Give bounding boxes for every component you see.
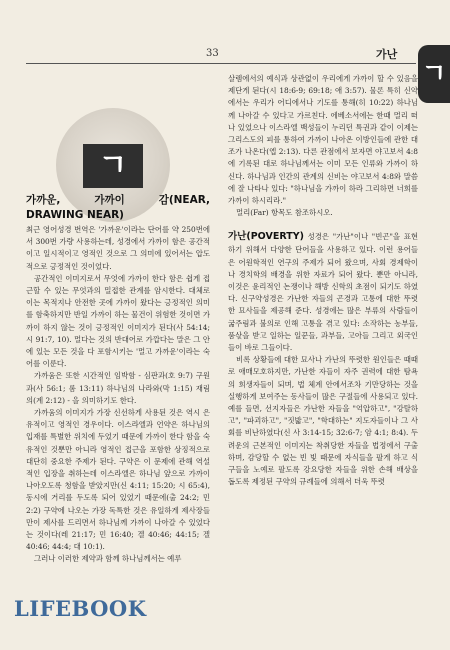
- entry-title-near: 가까운, 가까이 감(NEAR, DRAWING NEAR): [26, 194, 210, 221]
- paragraph: 공간적인 이미지로서 무엇에 가까이 한다 함은 쉽게 접근할 수 있는 무엇과의 밀접한 관계를 암시한다. 대체로 이는 목적지나 안전한 곳에 가까이 왔다는 긍정적인 의미를 함축하지만 반일 가까이 하는 물건이 위험한 것이면 가까이 하지 않는 것이 긍정적인 이미지가 된다(사 54:14; 시 91:7, 10). 멀다는 것의 반대어로 가깝다는 말은 그 안에 있는 모든 것을 다 포함시키는 '멀고 가까운'이라는 숙어를 이룬다.: [26, 273, 210, 369]
- paragraph: 성경은 "가난"이나 "빈곤"을 표현하기 위해서 다양한 단어들을 사용하고 있다. 이런 용어들은 어원학적인 연구의 주제가 되어 왔으며, 사회 경제학이나 경치학의 배경을 위한 자료가 되어 왔다. 뿐만 아니라, 이것은 윤리적인 논쟁이나 해방 신학의 초점이 되기도 하였다. 신구약성경은 가난한 자들의 곤경과 고통에 대한 뚜렷한 묘사들을 제공해 준다. 성경에는 많은 부류의 사람들이 굶주림과 불의로 인해 고통을 겪고 있다: 소작하는 농부들, 품삯을 받고 일하는 일꾼들, 과부들, 고아들 그리고 외국인들이 바로 그들이다.: [228, 232, 418, 353]
- thumb-index-tab: ㄱ: [418, 45, 450, 103]
- header-rule: [26, 63, 416, 64]
- section-logo-letter: ㄱ: [83, 144, 143, 188]
- paragraph: 가까움의 이미지가 가장 신선하게 사용된 것은 역시 은유적이고 영적인 경우이다. 이스라엘과 언약은 하나님의 입재를 특별한 위치에 두었기 때문에 가까이 한다 함을 숙유적인 것뿐만 아니라 영적인 접근을 포함한 상징적으로 대단히 중요한 주제가 된다. 구약은 이 문제에 관해 역설적인 입장을 취하는데 이스라엘은 하나님 앞으로 가까이 나아오도록 청함을 받았지만(신 4:11; 15:20; 시 65:4), 동시에 거리를 두도록 되어 있었기 때문에(출 24:2; 민 2:2) 구약에 나오는 가장 독특한 것은 유일하게 제사장들만이 제사를 드리면서 하나님께 가까이 나아갈 수 있었다는 것이다(레 21:17; 민 16:40; 겔 40:46; 44:15; 겔 40:46; 44:4; 대 10:1).: [26, 408, 210, 552]
- entry-poverty-intro: [228, 229, 418, 354]
- running-head: 가난: [376, 48, 398, 61]
- cross-reference: 멀리(Far) 항목도 참조하시오.: [236, 208, 333, 218]
- page-number: 33: [206, 48, 219, 59]
- paragraph: 최근 영어성경 번역은 '가까운'이라는 단어를 약 250번에서 300번 가량 사용하는데, 성경에서 가까이 함은 공간적이고 일시적이고 영적인 것으로 그 의미에 있어서는 압도적으로 긍정적인 것이었다.: [26, 225, 210, 271]
- paragraph: 비록 상황들에 대한 묘사나 가난의 뚜렷한 원인들은 때때로 애매모호하지만, 가난한 자들이 자주 권력에 대한 탐욕의 희생자들이 되며, 법 체계 안에서조차 기만당하는 것을 실행하게 보여주는 동사들이 많은 구절들에 사용되고 있다. 예를 들면, 선지자들은 가난한 자들을 "억압하고", "강탈하고", "파괴하고", "짓밟고", "학대하는" 지도자들이나 그 사회를 비난하였다(신 사 3:14-15; 32:6-7; 암 4:1; 8:4). 두려운의 근본적인 이미지는 착취당한 자들을 법정에서 구출하며, 감당할 수 없는 빈 빛 때문에 자식들을 팔게 하고 식구들을 노예로 팔도록 강요당한 자들을 위한 손해 배상을 돕도록 제정된 구약의 규례들에 의해서 더욱 뚜렷: [228, 355, 418, 487]
- paragraph: 살렘에서의 예식과 상관없이 우리에게 가까이 할 수 있음을 제단게 된다(시 18:6-9; 69:18; 애 3:57). 물론 특히 신약에서는 우리가 어디에서나 기도를 통해(히 10:22) 하나님께 나아갈 수 있다고 가르친다. 에베소서에는 한때 멀리 떠나 있었으나 이스라엘 백성들이 누리던 특권과 같이 이제는 그리스도의 피를 통하여 가까이 나아온 이방인들에 관한 대조가 나온다(엡 2:13). 다른 관점에서 보자면 야고보서 4:8에 기록된 대로 하나님께서는 이미 모든 인류와 가까이 하신다. 하나님과 인간의 관계의 신비는 야고보서 4:8와 말씀에 잘 나타나 있다: "하나님을 가까이 하라 그리하면 너희를 가까이 하시리라.": [228, 74, 418, 206]
- watermark-logo: LIFEBOOK: [14, 596, 147, 621]
- paragraph: 그러나 이러한 제약과 함께 하나님께서는 예루: [34, 554, 182, 564]
- right-column: [228, 73, 418, 489]
- entry-title-poverty: 가난(POVERTY): [228, 231, 304, 243]
- left-column: [26, 191, 210, 566]
- paragraph: 가까움은 또한 시간적인 임박함 - 심판과(호 9:7) 구원과(사 56:1; 롬 13:11) 하나님의 나라와(막 1:15) 재림의(계 2:12) - 을 의미하기도 한다.: [26, 371, 210, 405]
